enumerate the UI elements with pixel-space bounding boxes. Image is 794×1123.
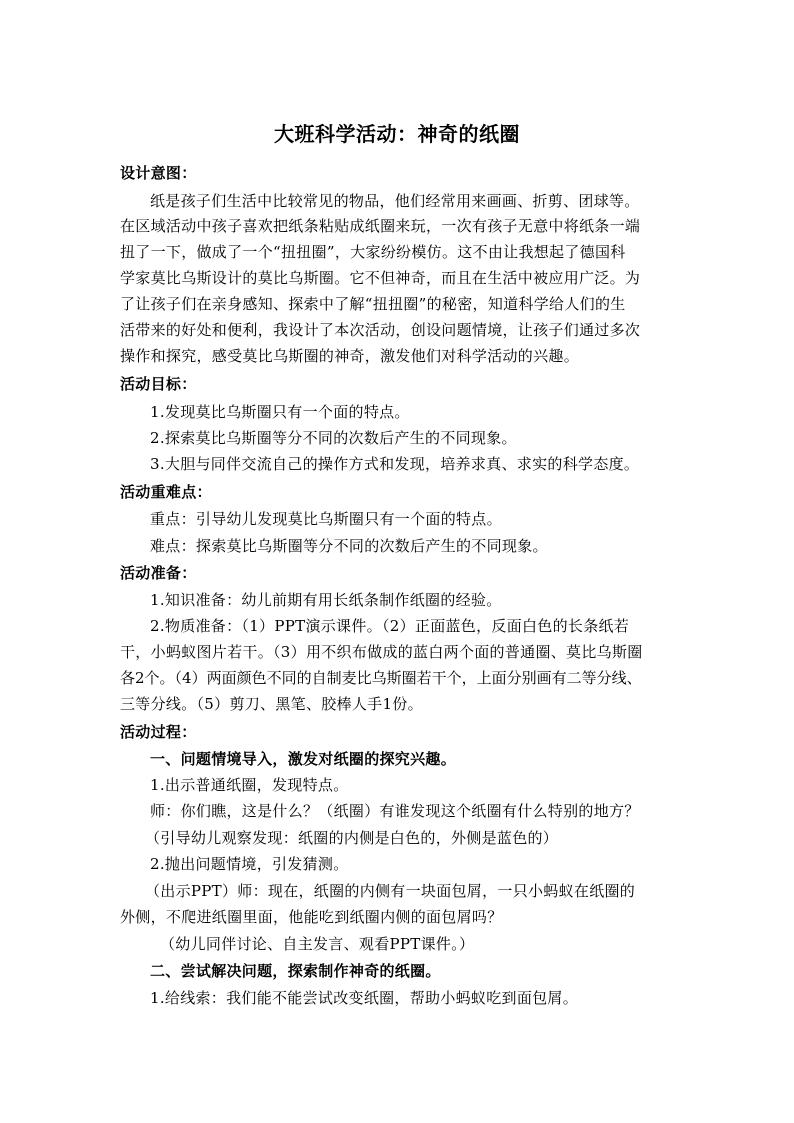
paragraph-line: （引导幼儿观察发现：纸圈的内侧是白色的，外侧是蓝色的） (145, 829, 559, 847)
paragraph-line: 师：你们瞧，这是什么？（纸圈）有谁发现这个纸圈有什么特别的地方？ (150, 802, 640, 820)
page-title: 大班科学活动：神奇的纸圈 (274, 122, 520, 146)
paragraph-line: 外侧，不爬进纸圈里面，他能吃到纸圈内侧的面包屑吗？ (120, 908, 503, 926)
subsection-heading: 二、尝试解决问题，探索制作神奇的纸圈。 (150, 962, 441, 980)
paragraph-line: 1.出示普通纸圈，发现特点。 (150, 776, 349, 794)
section-heading-design-intent: 设计意图： (120, 164, 197, 182)
section-heading-preparation: 活动准备： (120, 564, 197, 582)
paragraph-line: 干，小蚂蚁图片若干。（3）用不织布做成的蓝白两个面的普通圈、莫比乌斯圈 (120, 643, 643, 661)
paragraph-line: 在区域活动中孩子喜欢把纸条粘贴成纸圈来玩，一次有孩子无意中将纸条一端 (120, 217, 641, 235)
section-heading-goals: 活动目标： (120, 375, 197, 393)
paragraph-line: 2.抛出问题情境，引发猜测。 (150, 855, 349, 873)
section-heading-key-points: 活动重难点： (120, 483, 212, 501)
paragraph-line: 2.物质准备：（1）PPT演示课件。（2）正面蓝色，反面白色的长条纸若 (150, 617, 630, 635)
list-item: 3.大胆与同伴交流自己的操作方式和发现，培养求真、求实的科学态度。 (150, 455, 640, 473)
list-item: 1.发现莫比乌斯圈只有一个面的特点。 (150, 403, 410, 421)
paragraph-line: 三等分线。（5）剪刀、黑笔、胶棒人手1份。 (120, 695, 423, 713)
section-heading-process: 活动过程： (120, 723, 197, 741)
paragraph-line: 各2个。（4）两面颜色不同的自制麦比乌斯圈若干个，上面分别画有二等分线、 (120, 669, 642, 687)
list-item: 2.探索莫比乌斯圈等分不同的次数后产生的不同现象。 (150, 429, 517, 447)
paragraph-line: 1.知识准备：幼儿前期有用长纸条制作纸圈的经验。 (150, 591, 502, 609)
paragraph-line: （出示PPT）师：现在，纸圈的内侧有一块面包屑，一只小蚂蚁在纸圈的 (145, 882, 636, 900)
paragraph-line: 了让孩子们在亲身感知、探索中了解“扭扭圈”的秘密，知道科学给人们的生 (120, 295, 626, 313)
paragraph-line: 纸是孩子们生活中比较常见的物品，他们经常用来画画、折剪、团球等。 (150, 192, 640, 210)
subsection-heading: 一、问题情境导入，激发对纸圈的探究兴趣。 (150, 750, 457, 768)
paragraph-line: 扭了一下，做成了一个“扭扭圈”，大家纷纷模仿。这不由让我想起了德国科 (120, 243, 626, 261)
paragraph-line: 操作和探究，感受莫比乌斯圈的神奇，激发他们对科学活动的兴趣。 (120, 347, 580, 365)
paragraph-line: 1.给线索：我们能不能尝试改变纸圈，帮助小蚂蚁吃到面包屑。 (150, 989, 579, 1007)
list-item: 重点：引导幼儿发现莫比乌斯圈只有一个面的特点。 (150, 510, 502, 528)
list-item: 难点：探索莫比乌斯圈等分不同的次数后产生的不同现象。 (150, 537, 548, 555)
paragraph-line: 学家莫比乌斯设计的莫比乌斯圈。它不但神奇，而且在生活中被应用广泛。为 (120, 269, 641, 287)
paragraph-line: （幼儿同伴讨论、自主发言、观看PPT课件。） (160, 935, 475, 953)
paragraph-line: 活带来的好处和便利，我设计了本次活动，创设问题情境，让孩子们通过多次 (120, 321, 641, 339)
